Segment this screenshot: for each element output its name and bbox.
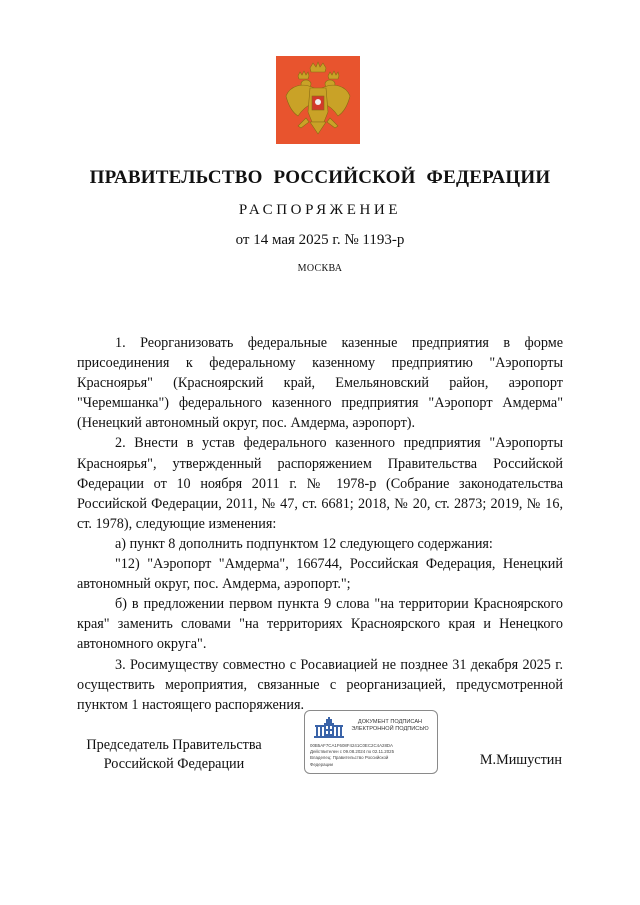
stamp-certificate-id: 00B5AF7CA1F608F4241C0EC2C4A28DA bbox=[310, 743, 393, 748]
paragraph-2a: а) пункт 8 дополнить подпунктом 12 следующего содержания: bbox=[115, 535, 493, 552]
stamp-heading-line1: ДОКУМЕНТ ПОДПИСАН bbox=[357, 719, 423, 725]
signer-name: М.Мишустин bbox=[479, 752, 562, 768]
document-city: МОСКВА bbox=[297, 263, 343, 274]
government-title: ПРАВИТЕЛЬСТВО РОССИЙСКОЙ ФЕДЕРАЦИИ bbox=[89, 167, 551, 188]
paragraph-2a-quote: "12) "Аэропорт "Амдерма", 166744, Российская Федерация, Ненецкий автономный округ, пос. Амдерма, аэропорт."; bbox=[77, 556, 563, 593]
document-date-number: от 14 мая 2025 г. № 1193-р bbox=[235, 232, 405, 248]
paragraph-3: 3. Росимуществу совместно с Росавиацией не позднее 31 декабря 2025 г. осуществить мероприятия, связанные с реорганизацией, предусмотренной пунктом 1 настоящего распоряжения. bbox=[77, 656, 563, 713]
signer-position bbox=[70, 736, 278, 774]
e-signature-stamp bbox=[304, 710, 438, 774]
stamp-owner-line2: Федерации bbox=[310, 761, 333, 767]
signer-position-line2: Российской Федерации bbox=[103, 756, 245, 772]
russian-coat-of-arms-icon bbox=[276, 56, 360, 144]
paragraph-1: 1. Реорганизовать федеральные казенные предприятия в форме присоединения к федеральному казенному предприятию "Аэропорты Красноярья" (Красноярский край, Емельяновский район, аэропорт "Черемшанка") федерального казенного предприятия "Аэропорт Амдерма" (Ненецкий автономный округ, пос. Амдерма, аэропорт). bbox=[77, 335, 563, 432]
stamp-heading-line2: ЭЛЕКТРОННОЙ ПОДПИСЬЮ bbox=[351, 726, 429, 732]
government-building-icon bbox=[313, 717, 345, 739]
stamp-certificate-info bbox=[310, 743, 434, 768]
stamp-validity: Действителен с 09.08.2024 по 02.11.2025 bbox=[310, 749, 395, 755]
paragraph-2: 2. Внести в устав федерального казенного предприятия "Аэропорты Красноярья", утвержденный распоряжением Правительства Российской Федерации от 10 ноября 2011 г. № 1978-р (Собрание законодательства Российской Федерации, 2011, № 47, ст. 6681; 2018, № 20, ст. 2873; 2019, № 16, ст. 1978), следующие изменения: bbox=[77, 435, 563, 532]
document-type: РАСПОРЯЖЕНИЕ bbox=[238, 202, 402, 218]
signer-position-line1: Председатель Правительства bbox=[86, 737, 262, 753]
paragraph-2b: б) в предложении первом пункта 9 слова "на территории Красноярского края" заменить словами "на территориях Красноярского края и Ненецкого автономного округа". bbox=[77, 596, 563, 653]
stamp-heading bbox=[347, 719, 433, 733]
stamp-owner-line1: Владелец: Правительство Российской bbox=[310, 755, 389, 761]
document-body bbox=[77, 333, 563, 715]
